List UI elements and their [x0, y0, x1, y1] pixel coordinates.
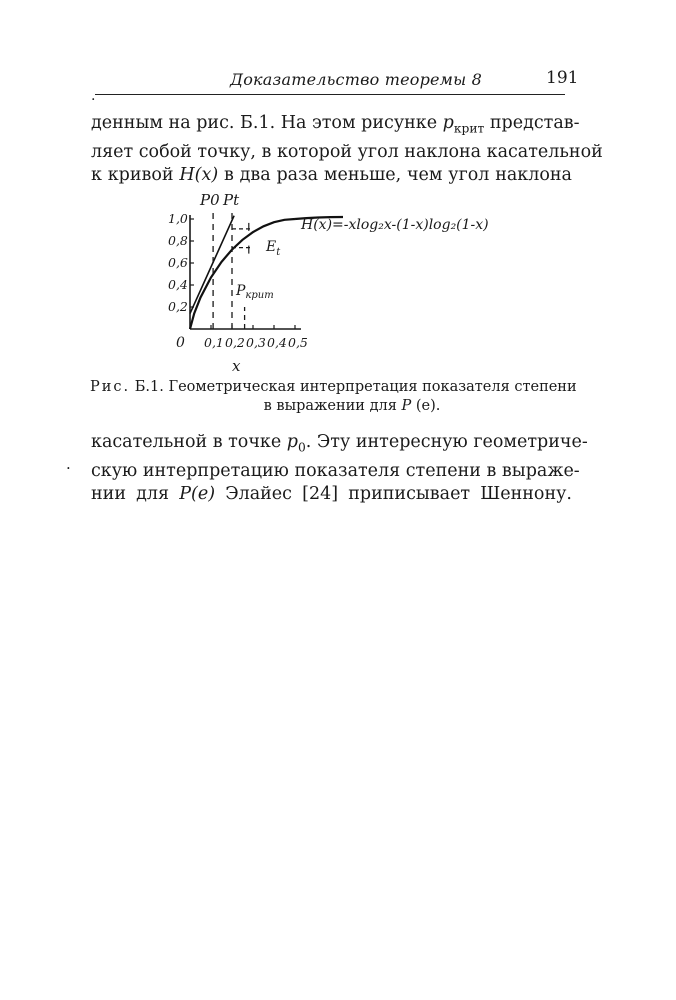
tangent-line: [190, 216, 234, 314]
y-tick-label: 0,6: [168, 255, 188, 270]
text-line: ляет собой точку, в которой угол наклона касательной: [91, 141, 603, 162]
x-tick-label: 0,4: [267, 335, 287, 350]
page-number: 191: [546, 68, 579, 88]
origin-label: 0: [176, 335, 185, 351]
x-tick-label: 0,3: [246, 335, 266, 350]
x-axis-label: x: [232, 357, 241, 375]
text-line: касательной в точке $p_0$. Эту интересную геометриче-: [91, 432, 588, 455]
error-label: $E_t$: [266, 239, 281, 258]
text-line: денным на рис. Б.1. На этом рисунке $p_{крит}$ представ-: [91, 113, 580, 136]
paragraph-2: [91, 431, 588, 506]
x-tick-label: 0,2: [225, 335, 245, 350]
x-tick-label: 0,5: [288, 335, 308, 350]
y-tick-label: 0,4: [168, 277, 188, 292]
text-line: скую интерпретацию показателя степени в выраже-: [91, 460, 580, 481]
y-tick-label: 1,0: [168, 211, 188, 226]
figure-caption: Рис. Б.1. Геометрическая интерпретация показателя степени в выражении для P (e).: [90, 379, 577, 414]
header-rule: [95, 94, 565, 95]
margin-dot: ·: [66, 459, 71, 477]
x-tick-label: 0,1: [204, 335, 224, 350]
curve-formula: H(x)=-xlog₂x-(1-x)log₂(1-x): [301, 217, 489, 233]
running-title: Доказательство теоремы 8: [230, 70, 483, 89]
text-line: нии для P(e) Элайес [24] приписывает Шеннону.: [91, 483, 572, 504]
pcrit-label: $P_{крит}$: [236, 283, 274, 301]
col-label-p0: P0: [200, 191, 220, 209]
caption-line1: Б.1. Геометрическая интерпретация показателя степени: [130, 379, 577, 395]
entropy-figure: [150, 185, 520, 375]
entropy-curve: [190, 219, 295, 329]
paragraph-1: [91, 112, 603, 187]
caption-prefix: Рис.: [90, 379, 131, 395]
col-label-pt: Pt: [223, 191, 240, 209]
y-tick-label: 0,8: [168, 233, 188, 248]
y-tick-label: 0,2: [168, 299, 188, 314]
text-line: к кривой H(x) в два раза меньше, чем угол наклона: [91, 164, 572, 185]
header-dot: .: [91, 88, 96, 104]
